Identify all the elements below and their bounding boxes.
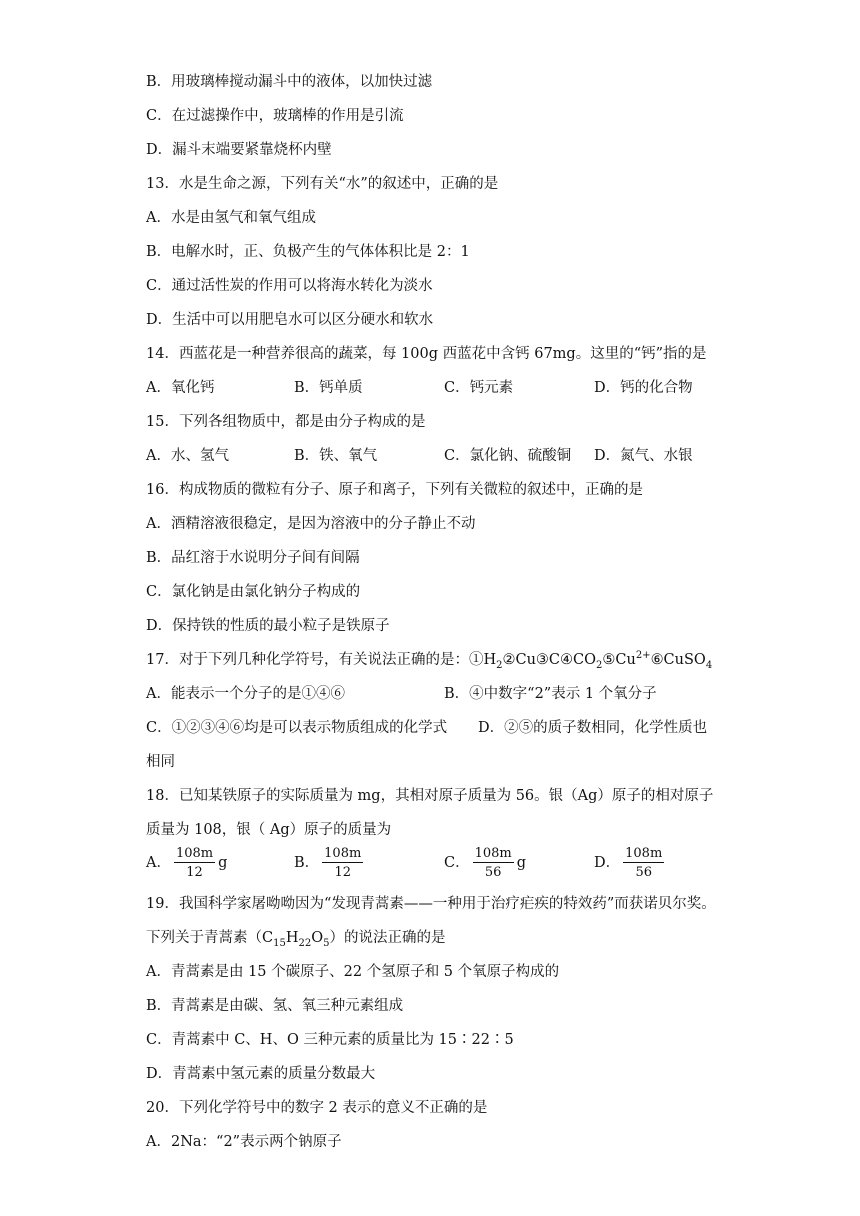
q12-option-b: B．用玻璃棒搅动漏斗中的液体，以加快过滤 <box>146 74 433 90</box>
q16-option-b: B．品红溶于水说明分子间有间隔 <box>146 550 360 566</box>
q17-option-b: B．④中数字“2”表示 1 个氧分子 <box>444 686 657 702</box>
q13-option-b: B．电解水时，正、负极产生的气体体积比是 2：1 <box>146 244 470 260</box>
q16-option-a: A．酒精溶液很稳定，是因为溶液中的分子静止不动 <box>146 516 476 532</box>
q19-option-b: B．青蒿素是由碳、氢、氧三种元素组成 <box>146 998 404 1014</box>
q17-option-c: C．①②③④⑥均是可以表示物质组成的化学式 <box>146 720 448 736</box>
q15-option-d: D．氮气、水银 <box>594 448 693 464</box>
q20-stem: 20．下列化学符号中的数字 2 表示的意义不正确的是 <box>146 1100 488 1116</box>
q13-stem: 13．水是生命之源，下列有关“水”的叙述中，正确的是 <box>146 176 499 192</box>
q15-option-b: B．铁、氧气 <box>294 448 378 464</box>
q20-option-a: A．2Na：“2”表示两个钠原子 <box>146 1134 342 1150</box>
q12-option-c: C．在过滤操作中，玻璃棒的作用是引流 <box>146 108 404 124</box>
q16-option-d: D．保持铁的性质的最小粒子是铁原子 <box>146 618 390 634</box>
q18-option-c: C． $\frac{108m}{56}$ g <box>444 846 527 880</box>
q17-stem: 17．对于下列几种化学符号，有关说法正确的是：$①H_2②Cu③C④CO_2⑤Cu^{2+}⑥CuSO_4$ <box>146 650 713 671</box>
q14-option-a: A．氧化钙 <box>146 380 215 396</box>
q15-option-a: A．水、氢气 <box>146 448 229 464</box>
q13-option-c: C．通过活性炭的作用可以将海水转化为淡水 <box>146 278 433 294</box>
q14-option-d: D．钙的化合物 <box>594 380 693 396</box>
q13-option-d: D．生活中可以用肥皂水可以区分硬水和软水 <box>146 312 434 328</box>
q17-option-d-cont: 相同 <box>146 754 175 770</box>
q15-option-c: C．氯化钠、硫酸铜 <box>444 448 572 464</box>
q16-option-c: C．氯化钠是由氯化钠分子构成的 <box>146 584 361 600</box>
q14-stem: 14．西蓝花是一种营养很高的蔬菜，每 100g 西蓝花中含钙 67mg。这里的“钙”指的是 <box>146 346 707 362</box>
q14-option-c: C．钙元素 <box>444 380 514 396</box>
q12-option-d: D．漏斗末端要紧靠烧杯内壁 <box>146 142 332 158</box>
q19-option-a: A．青蒿素是由 15 个碳原子、22 个氢原子和 5 个氧原子构成的 <box>146 964 560 980</box>
q18-option-a: A． $\frac{108m}{12}$ g <box>146 846 228 880</box>
q17-option-d: D．②⑤的质子数相同，化学性质也 <box>478 720 708 736</box>
q14-option-b: B．钙单质 <box>294 380 363 396</box>
q19-option-c: C．青蒿素中 C、H、O 三种元素的质量比为 15∶22∶5 <box>146 1032 514 1048</box>
q18-stem-line1: 18．已知某铁原子的实际质量为 mg，其相对原子质量为 56。银（Ag）原子的相对原子 <box>146 788 714 804</box>
q17-option-a: A．能表示一个分子的是①④⑥ <box>146 686 345 702</box>
q18-option-b: B． $\frac{108m}{12}$ <box>294 846 362 880</box>
q16-stem: 16．构成物质的微粒有分子、原子和离子，下列有关微粒的叙述中，正确的是 <box>146 482 643 498</box>
q19-option-d: D．青蒿素中氢元素的质量分数最大 <box>146 1066 376 1082</box>
q18-stem-line2: 质量为 108，银（ Ag）原子的质量为 <box>146 822 392 838</box>
q15-stem: 15．下列各组物质中，都是由分子构成的是 <box>146 414 426 430</box>
q13-option-a: A．水是由氢气和氧气组成 <box>146 210 316 226</box>
q19-stem-line2: 下列关于青蒿素$(C_{15}H_{22}O_5)$的说法正确的是 <box>146 930 446 949</box>
q19-stem-line1: 19．我国科学家屠呦呦因为“发现青蒿素——一种用于治疗疟疾的特效药”而获诺贝尔奖。 <box>146 896 716 912</box>
q18-option-d: D． $\frac{108m}{56}$ <box>594 846 663 880</box>
